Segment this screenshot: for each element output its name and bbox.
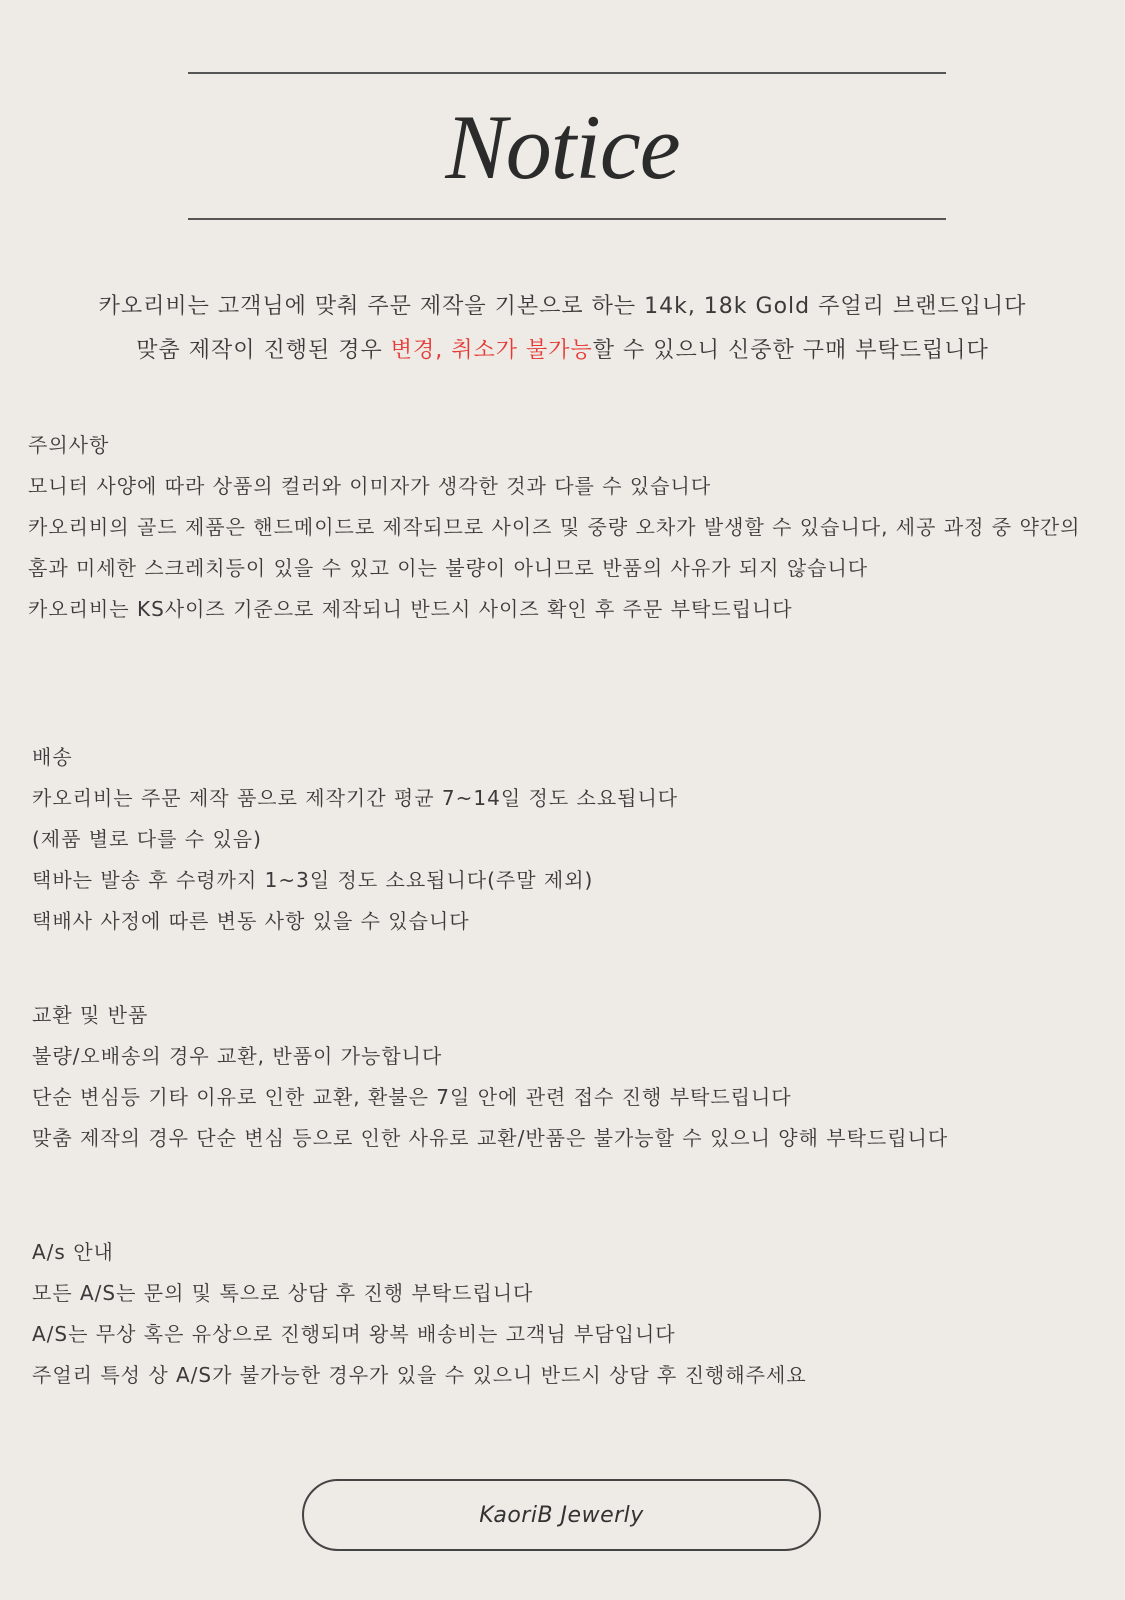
- intro-line-2: [0, 329, 1125, 373]
- section-line: 카오리비는 주문 제작 품으로 제작기간 평균 7~14일 정도 소요됩니다: [32, 786, 679, 810]
- intro-block: [0, 285, 1125, 373]
- title-bottom-rule: [188, 218, 946, 220]
- page-title: Notice: [445, 96, 680, 198]
- section-line: 모든 A/S는 문의 및 톡으로 상담 후 진행 부탁드립니다: [32, 1281, 534, 1305]
- section-shipping: [32, 737, 1112, 942]
- section-line: 택바는 발송 후 수령까지 1~3일 정도 소요됩니다(주말 제외): [32, 868, 594, 892]
- section-line: 택배사 사정에 따른 변동 사항 있을 수 있습니다: [32, 909, 470, 933]
- section-line: 불량/오배송의 경우 교환, 반품이 가능합니다: [32, 1044, 443, 1068]
- intro-line-2-pre: 맞춤 제작이 진행된 경우: [136, 338, 391, 363]
- intro-line-2-post: 할 수 있으니 신중한 구매 부탁드립니다: [592, 338, 989, 363]
- section-heading: 주의사항: [28, 433, 110, 457]
- section-heading: 교환 및 반품: [32, 1003, 149, 1027]
- section-line: 주얼리 특성 상 A/S가 불가능한 경우가 있을 수 있으니 반드시 상담 후 진행해주세요: [32, 1363, 807, 1387]
- title-top-rule: [188, 72, 946, 74]
- section-line: 모니터 사양에 따라 상품의 컬러와 이미자가 생각한 것과 다를 수 있습니다: [28, 474, 712, 498]
- intro-line-1: 카오리비는 고객님에 맞춰 주문 제작을 기본으로 하는 14k, 18k Gold 주얼리 브랜드입니다: [98, 294, 1027, 319]
- section-heading: A/s 안내: [32, 1240, 114, 1264]
- section-as: [32, 1232, 1112, 1396]
- section-line: 단순 변심등 기타 이유로 인한 교환, 환불은 7일 안에 관련 접수 진행 부탁드립니다: [32, 1085, 792, 1109]
- section-line: (제품 별로 다를 수 있음): [32, 827, 262, 851]
- section-heading: 배송: [32, 745, 73, 769]
- section-exchange: [32, 995, 1112, 1159]
- section-precautions: [28, 425, 1108, 630]
- section-line: A/S는 무상 혹은 유상으로 진행되며 왕복 배송비는 고객님 부담입니다: [32, 1322, 676, 1346]
- section-line: 카오리비의 골드 제품은 핸드메이드로 제작되므로 사이즈 및 중량 오차가 발생할 수 있습니다, 세공 과정 중 약간의 홈과 미세한 스크레치등이 있을 수 있고 이는 불량이 아니므로 반품의 사유가 되지 않습니다: [28, 515, 1081, 580]
- section-line: 맞춤 제작의 경우 단순 변심 등으로 인한 사유로 교환/반품은 불가능할 수 있으니 양해 부탁드립니다: [32, 1126, 949, 1150]
- brand-button[interactable]: KaoriB Jewerly: [302, 1479, 821, 1551]
- intro-highlight: 변경, 취소가 불가능: [390, 338, 593, 363]
- section-line: 카오리비는 KS사이즈 기준으로 제작되니 반드시 사이즈 확인 후 주문 부탁드립니다: [28, 597, 793, 621]
